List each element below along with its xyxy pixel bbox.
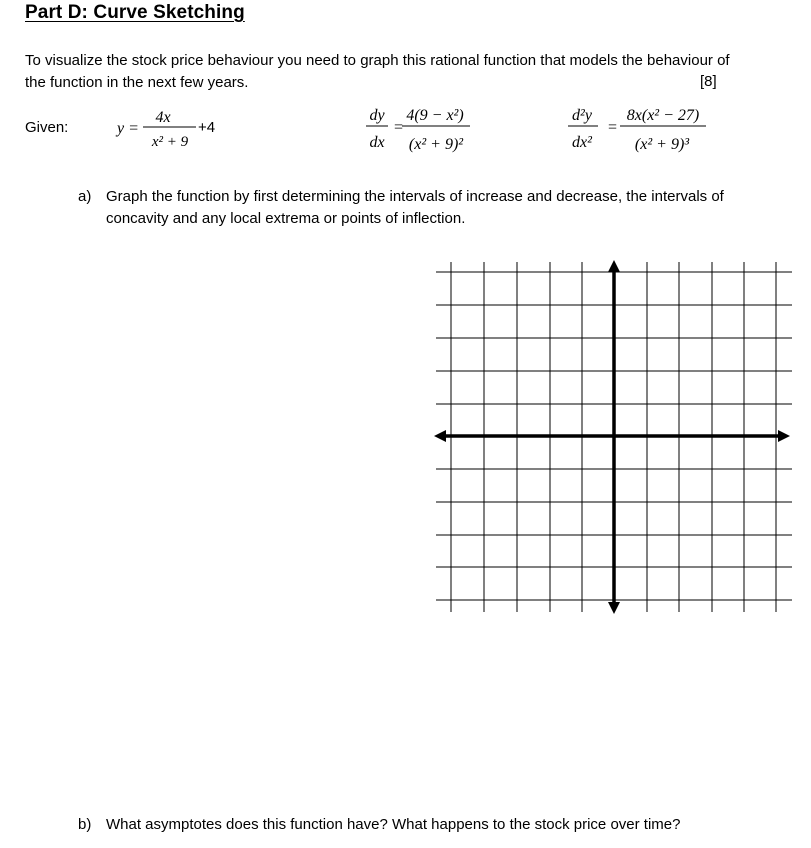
question-b-label: b) — [78, 816, 92, 833]
y-axis-bottom-arrow — [608, 602, 620, 614]
d2-denominator: (x² + 9)³ — [634, 136, 690, 153]
dy-numerator: 4(9 − x²) — [406, 107, 464, 124]
d2-numerator: 8x(x² − 27) — [626, 107, 700, 124]
x-axis-right-arrow — [778, 430, 790, 442]
dy-denominator: (x² + 9)² — [408, 136, 464, 153]
given-formulas — [0, 95, 811, 170]
dy-top: dy — [369, 107, 385, 124]
question-a-text — [106, 186, 796, 230]
intro-line-1: To visualize the stock price behaviour you need to graph this rational function that models the behaviour of — [25, 52, 730, 69]
graph-grid — [430, 258, 795, 616]
dy-equals: = — [394, 119, 404, 136]
d2-top: d²y — [572, 107, 592, 124]
intro-line-2: the function in the next few years. — [25, 74, 249, 91]
page-title: Part D: Curve Sketching — [25, 2, 245, 23]
y-constant: +4 — [198, 119, 216, 136]
d2-bottom: dx² — [572, 134, 592, 151]
y-axis-top-arrow — [608, 260, 620, 272]
y-denominator: x² + 9 — [151, 134, 189, 150]
y-numerator: 4x — [155, 109, 171, 126]
question-a-line-1: Graph the function by first determining the intervals of increase and decrease, the intervals of — [106, 188, 724, 205]
intro-paragraph — [25, 50, 810, 94]
x-axis-left-arrow — [434, 430, 446, 442]
marks-value: [8] — [700, 73, 717, 90]
d2-equals: = — [608, 119, 618, 136]
dy-bottom: dx — [369, 134, 385, 151]
question-a-line-2: concavity and any local extrema or points of inflection. — [106, 210, 466, 227]
given-label: Given: — [25, 119, 69, 136]
question-b-text: What asymptotes does this function have? What happens to the stock price over time? — [106, 816, 681, 833]
y-lhs: y = — [117, 120, 139, 137]
question-a-label: a) — [78, 188, 92, 205]
